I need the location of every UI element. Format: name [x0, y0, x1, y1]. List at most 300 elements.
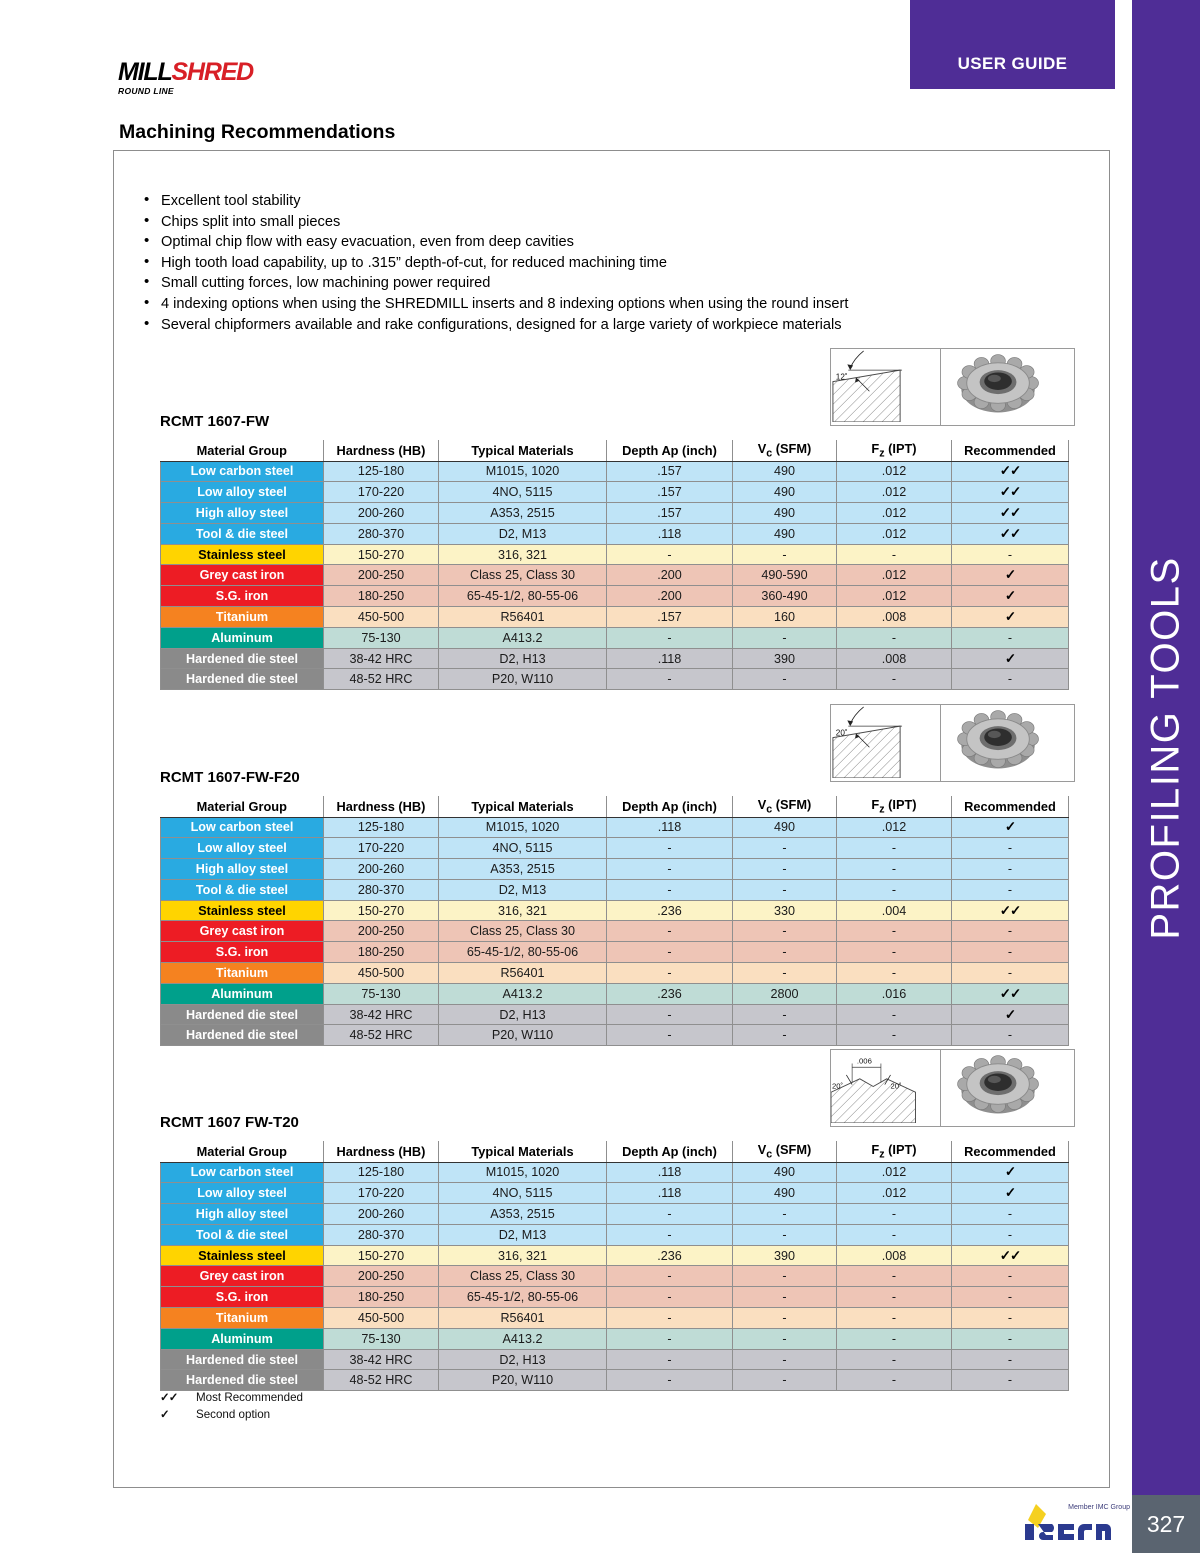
cell-materials: P20, W110	[439, 1025, 607, 1046]
cell-depth: -	[607, 1025, 733, 1046]
cell-vc: 490	[733, 503, 837, 524]
cell-rec: -	[952, 1224, 1069, 1245]
material-group-cell: Titanium	[161, 1308, 324, 1329]
cell-rec: -	[952, 1204, 1069, 1225]
cell-materials: M1015, 1020	[439, 817, 607, 838]
column-header-materials: Typical Materials	[439, 440, 607, 461]
insert-geometry-panel	[830, 704, 1075, 782]
cell-materials: A353, 2515	[439, 859, 607, 880]
cell-rec: -	[952, 963, 1069, 984]
cell-fz: .012	[837, 461, 952, 482]
cell-depth: -	[607, 1004, 733, 1025]
cell-rec: -	[952, 859, 1069, 880]
cell-depth: .157	[607, 461, 733, 482]
table-row	[161, 461, 1069, 482]
column-header-depth: Depth Ap (inch)	[607, 440, 733, 461]
recommendation-mark: ✓	[952, 565, 1069, 586]
column-header-hardness: Hardness (HB)	[324, 1141, 439, 1162]
cell-materials: 316, 321	[439, 1245, 607, 1266]
material-group-cell: High alloy steel	[161, 1204, 324, 1225]
legend-mark: ✓✓	[160, 1391, 178, 1404]
page-title: Machining Recommendations	[119, 121, 396, 143]
legend-label: Most Recommended	[196, 1391, 303, 1404]
table-row	[161, 565, 1069, 586]
cell-rec: -	[952, 1308, 1069, 1329]
column-header-group: Material Group	[161, 1141, 324, 1162]
user-guide-banner	[910, 0, 1115, 89]
cell-hardness: 180-250	[324, 1287, 439, 1308]
cell-rec: -	[952, 1349, 1069, 1370]
cell-materials: A353, 2515	[439, 1204, 607, 1225]
cell-materials: D2, H13	[439, 648, 607, 669]
cell-materials: 65-45-1/2, 80-55-06	[439, 586, 607, 607]
table-row	[161, 1287, 1069, 1308]
cell-materials: A413.2	[439, 983, 607, 1004]
svg-text:20˚: 20˚	[831, 1081, 844, 1091]
cell-materials: 4NO, 5115	[439, 482, 607, 503]
cell-rec: -	[952, 838, 1069, 859]
table-row	[161, 1245, 1069, 1266]
cell-fz: .012	[837, 565, 952, 586]
machining-recommendation-table	[160, 1141, 1069, 1391]
cell-materials: 65-45-1/2, 80-55-06	[439, 942, 607, 963]
table-row	[161, 838, 1069, 859]
table-row	[161, 1004, 1069, 1025]
cell-vc: -	[733, 1266, 837, 1287]
recommendation-mark: ✓	[952, 648, 1069, 669]
cell-vc: -	[733, 1308, 837, 1329]
cell-materials: 4NO, 5115	[439, 1183, 607, 1204]
material-group-cell: Tool & die steel	[161, 1224, 324, 1245]
cell-materials: D2, M13	[439, 523, 607, 544]
cell-rec: -	[952, 669, 1069, 690]
material-group-cell: S.G. iron	[161, 586, 324, 607]
table-row	[161, 503, 1069, 524]
cell-materials: R56401	[439, 963, 607, 984]
cell-rec: -	[952, 1328, 1069, 1349]
svg-text:.006: .006	[856, 1056, 872, 1066]
cell-hardness: 48-52 HRC	[324, 1025, 439, 1046]
cell-fz: -	[837, 627, 952, 648]
material-group-cell: Low alloy steel	[161, 1183, 324, 1204]
recommendation-mark: ✓✓	[952, 482, 1069, 503]
cell-hardness: 48-52 HRC	[324, 669, 439, 690]
cell-materials: A353, 2515	[439, 503, 607, 524]
cell-materials: Class 25, Class 30	[439, 921, 607, 942]
material-group-cell: Aluminum	[161, 627, 324, 648]
cell-depth: .157	[607, 503, 733, 524]
table-row	[161, 523, 1069, 544]
cell-rec: -	[952, 942, 1069, 963]
cell-hardness: 280-370	[324, 523, 439, 544]
cell-materials: P20, W110	[439, 669, 607, 690]
column-header-vc: $V_c$ (SFM)	[733, 440, 837, 461]
cell-hardness: 48-52 HRC	[324, 1370, 439, 1391]
cell-depth: -	[607, 879, 733, 900]
cell-vc: -	[733, 942, 837, 963]
cell-depth: .157	[607, 482, 733, 503]
cell-fz: -	[837, 1328, 952, 1349]
logo-secondary-text: SHRED	[171, 58, 254, 86]
cell-rec: -	[952, 879, 1069, 900]
cell-materials: R56401	[439, 1308, 607, 1329]
material-group-cell: Low carbon steel	[161, 817, 324, 838]
cell-fz: .012	[837, 586, 952, 607]
cell-vc: -	[733, 838, 837, 859]
material-group-cell: Hardened die steel	[161, 648, 324, 669]
cell-fz: .012	[837, 482, 952, 503]
recommendation-mark: ✓	[952, 607, 1069, 628]
column-header-vc: $V_c$ (SFM)	[733, 1141, 837, 1162]
table-row	[161, 1308, 1069, 1329]
feature-bullet-list	[140, 191, 848, 335]
cell-vc: -	[733, 879, 837, 900]
table-row	[161, 879, 1069, 900]
cell-materials: D2, M13	[439, 879, 607, 900]
table-row	[161, 817, 1069, 838]
cell-fz: -	[837, 1349, 952, 1370]
material-group-cell: Hardened die steel	[161, 1370, 324, 1391]
material-group-cell: Stainless steel	[161, 900, 324, 921]
cell-depth: .236	[607, 983, 733, 1004]
svg-text:20˚: 20˚	[835, 728, 848, 738]
feature-bullet-item: • Several chipformers available and rake configurations, designed for a large variety of workpiece materials	[140, 315, 848, 336]
cell-rec: -	[952, 544, 1069, 565]
cell-vc: 490-590	[733, 565, 837, 586]
logo-primary-text: MILL	[118, 58, 172, 86]
cell-hardness: 200-250	[324, 921, 439, 942]
insert-table-title: RCMT 1607-FW	[160, 413, 270, 430]
cell-rec: -	[952, 921, 1069, 942]
millshred-logo	[118, 60, 253, 96]
cell-fz: -	[837, 1370, 952, 1391]
cell-hardness: 75-130	[324, 627, 439, 648]
machining-recommendation-table	[160, 440, 1069, 690]
cell-depth: -	[607, 1308, 733, 1329]
cell-hardness: 280-370	[324, 879, 439, 900]
cell-hardness: 170-220	[324, 1183, 439, 1204]
cell-materials: 316, 321	[439, 900, 607, 921]
column-header-rec: Recommended	[952, 1141, 1069, 1162]
cell-vc: 160	[733, 607, 837, 628]
cell-hardness: 180-250	[324, 942, 439, 963]
material-group-cell: S.G. iron	[161, 1287, 324, 1308]
material-group-cell: Low alloy steel	[161, 482, 324, 503]
material-group-cell: Tool & die steel	[161, 879, 324, 900]
material-group-cell: Grey cast iron	[161, 921, 324, 942]
cell-depth: .118	[607, 817, 733, 838]
cell-vc: 490	[733, 523, 837, 544]
cell-fz: .004	[837, 900, 952, 921]
table-row	[161, 921, 1069, 942]
cell-materials: P20, W110	[439, 1370, 607, 1391]
material-group-cell: Grey cast iron	[161, 1266, 324, 1287]
cell-materials: M1015, 1020	[439, 1162, 607, 1183]
material-group-cell: S.G. iron	[161, 942, 324, 963]
svg-text:20˚: 20˚	[890, 1081, 902, 1091]
cell-vc: -	[733, 1204, 837, 1225]
cell-hardness: 200-260	[324, 1204, 439, 1225]
page-number-box	[1132, 1495, 1200, 1553]
cell-fz: .012	[837, 503, 952, 524]
cell-fz: .016	[837, 983, 952, 1004]
legend-mark: ✓	[160, 1407, 169, 1421]
table-row	[161, 983, 1069, 1004]
table-row	[161, 1204, 1069, 1225]
feature-bullet-item: • Small cutting forces, low machining power required	[140, 273, 848, 294]
table-row	[161, 1328, 1069, 1349]
column-header-group: Material Group	[161, 440, 324, 461]
insert-geometry-panel	[830, 1049, 1075, 1127]
cell-fz: .012	[837, 1162, 952, 1183]
cell-depth: -	[607, 921, 733, 942]
cell-hardness: 150-270	[324, 544, 439, 565]
cell-hardness: 170-220	[324, 838, 439, 859]
cell-depth: -	[607, 838, 733, 859]
table-row	[161, 1162, 1069, 1183]
material-group-cell: Hardened die steel	[161, 1004, 324, 1025]
table-row	[161, 1370, 1069, 1391]
svg-text:12˚: 12˚	[835, 372, 848, 382]
column-header-hardness: Hardness (HB)	[324, 796, 439, 817]
cell-hardness: 170-220	[324, 482, 439, 503]
table-row	[161, 607, 1069, 628]
legend-row	[160, 1390, 303, 1407]
column-header-depth: Depth Ap (inch)	[607, 1141, 733, 1162]
material-group-cell: Grey cast iron	[161, 565, 324, 586]
cell-hardness: 75-130	[324, 1328, 439, 1349]
cell-hardness: 200-260	[324, 859, 439, 880]
cell-fz: -	[837, 1308, 952, 1329]
column-header-rec: Recommended	[952, 796, 1069, 817]
cell-depth: -	[607, 1204, 733, 1225]
table-row	[161, 963, 1069, 984]
cell-hardness: 75-130	[324, 983, 439, 1004]
table-row	[161, 669, 1069, 690]
cell-depth: -	[607, 859, 733, 880]
cell-materials: D2, M13	[439, 1224, 607, 1245]
material-group-cell: Titanium	[161, 963, 324, 984]
material-group-cell: Low carbon steel	[161, 1162, 324, 1183]
feature-bullet-item: • 4 indexing options when using the SHREDMILL inserts and 8 indexing options when using the round insert	[140, 294, 848, 315]
machining-recommendation-table	[160, 796, 1069, 1046]
cell-hardness: 38-42 HRC	[324, 1004, 439, 1025]
cell-fz: .012	[837, 1183, 952, 1204]
material-group-cell: Aluminum	[161, 1328, 324, 1349]
insert-section-diagram	[831, 1050, 941, 1126]
cell-hardness: 38-42 HRC	[324, 648, 439, 669]
table-row	[161, 942, 1069, 963]
cell-depth: .118	[607, 1162, 733, 1183]
cell-fz: -	[837, 1204, 952, 1225]
cell-depth: -	[607, 669, 733, 690]
recommendation-mark: ✓✓	[952, 461, 1069, 482]
cell-vc: 390	[733, 1245, 837, 1266]
cell-fz: .008	[837, 607, 952, 628]
cell-depth: .118	[607, 1183, 733, 1204]
cell-fz: -	[837, 942, 952, 963]
cell-fz: .012	[837, 817, 952, 838]
iscar-member-text: Member IMC Group	[1068, 1504, 1130, 1511]
cell-vc: -	[733, 859, 837, 880]
table-row	[161, 1349, 1069, 1370]
insert-section-diagram	[831, 349, 941, 425]
table-row	[161, 482, 1069, 503]
recommendation-mark: ✓✓	[952, 503, 1069, 524]
column-header-fz: $F_z$ (IPT)	[837, 440, 952, 461]
feature-bullet-item: • Chips split into small pieces	[140, 212, 848, 233]
cell-depth: -	[607, 1266, 733, 1287]
cell-depth: -	[607, 1370, 733, 1391]
cell-materials: 65-45-1/2, 80-55-06	[439, 1287, 607, 1308]
material-group-cell: Stainless steel	[161, 1245, 324, 1266]
cell-vc: 490	[733, 1162, 837, 1183]
cell-fz: -	[837, 1287, 952, 1308]
iscar-logo	[1020, 1498, 1130, 1546]
cell-materials: Class 25, Class 30	[439, 565, 607, 586]
table-row	[161, 859, 1069, 880]
material-group-cell: Hardened die steel	[161, 669, 324, 690]
cell-hardness: 200-260	[324, 503, 439, 524]
recommendation-mark: ✓	[952, 1162, 1069, 1183]
column-header-fz: $F_z$ (IPT)	[837, 796, 952, 817]
cell-vc: -	[733, 1370, 837, 1391]
table-row	[161, 900, 1069, 921]
cell-depth: -	[607, 1224, 733, 1245]
cell-fz: -	[837, 1025, 952, 1046]
cell-depth: -	[607, 942, 733, 963]
table-row	[161, 544, 1069, 565]
insert-table-title: RCMT 1607-FW-F20	[160, 769, 300, 786]
cell-depth: -	[607, 544, 733, 565]
material-group-cell: Titanium	[161, 607, 324, 628]
feature-bullet-item: • Optimal chip flow with easy evacuation, even from deep cavities	[140, 232, 848, 253]
table-row	[161, 1266, 1069, 1287]
material-group-cell: Low alloy steel	[161, 838, 324, 859]
feature-bullet-item: • Excellent tool stability	[140, 191, 848, 212]
cell-rec: -	[952, 1287, 1069, 1308]
column-header-depth: Depth Ap (inch)	[607, 796, 733, 817]
material-group-cell: Hardened die steel	[161, 1025, 324, 1046]
cell-fz: -	[837, 963, 952, 984]
cell-vc: -	[733, 1349, 837, 1370]
material-group-cell: Hardened die steel	[161, 1349, 324, 1370]
cell-fz: -	[837, 859, 952, 880]
insert-section-diagram	[831, 705, 941, 781]
column-header-vc: $V_c$ (SFM)	[733, 796, 837, 817]
cell-depth: .236	[607, 1245, 733, 1266]
table-row	[161, 586, 1069, 607]
cell-vc: -	[733, 1224, 837, 1245]
recommendation-mark: ✓	[952, 1183, 1069, 1204]
table-header-row	[161, 1141, 1069, 1162]
cell-depth: -	[607, 1328, 733, 1349]
insert-photo	[941, 705, 1073, 781]
cell-materials: D2, H13	[439, 1349, 607, 1370]
table-row	[161, 1025, 1069, 1046]
recommendation-mark: ✓	[952, 817, 1069, 838]
cell-hardness: 180-250	[324, 586, 439, 607]
cell-hardness: 150-270	[324, 1245, 439, 1266]
cell-materials: 4NO, 5115	[439, 838, 607, 859]
insert-photo	[941, 349, 1073, 425]
cell-vc: -	[733, 1025, 837, 1046]
cell-vc: 330	[733, 900, 837, 921]
column-header-group: Material Group	[161, 796, 324, 817]
material-group-cell: Aluminum	[161, 983, 324, 1004]
cell-rec: -	[952, 1370, 1069, 1391]
recommendation-mark: ✓✓	[952, 523, 1069, 544]
table-header-row	[161, 796, 1069, 817]
material-group-cell: High alloy steel	[161, 859, 324, 880]
cell-vc: 490	[733, 461, 837, 482]
recommendation-mark: ✓	[952, 1004, 1069, 1025]
cell-materials: 316, 321	[439, 544, 607, 565]
cell-materials: D2, H13	[439, 1004, 607, 1025]
cell-vc: 490	[733, 1183, 837, 1204]
cell-vc: 490	[733, 482, 837, 503]
cell-hardness: 450-500	[324, 1308, 439, 1329]
section-side-tab	[1132, 0, 1200, 1495]
logo-tagline: ROUND LINE	[118, 86, 174, 96]
cell-fz: .012	[837, 523, 952, 544]
page-number: 327	[1146, 1510, 1186, 1537]
cell-fz: -	[837, 879, 952, 900]
cell-depth: -	[607, 627, 733, 648]
legend-row	[160, 1407, 303, 1424]
recommendation-legend	[160, 1390, 303, 1423]
cell-depth: -	[607, 963, 733, 984]
cell-fz: -	[837, 921, 952, 942]
cell-rec: -	[952, 627, 1069, 648]
cell-hardness: 125-180	[324, 461, 439, 482]
cell-vc: 360-490	[733, 586, 837, 607]
column-header-hardness: Hardness (HB)	[324, 440, 439, 461]
cell-vc: -	[733, 627, 837, 648]
cell-vc: -	[733, 669, 837, 690]
cell-hardness: 280-370	[324, 1224, 439, 1245]
cell-depth: .157	[607, 607, 733, 628]
cell-fz: -	[837, 1224, 952, 1245]
column-header-fz: $F_z$ (IPT)	[837, 1141, 952, 1162]
cell-vc: 390	[733, 648, 837, 669]
cell-vc: -	[733, 921, 837, 942]
column-header-materials: Typical Materials	[439, 796, 607, 817]
table-header-row	[161, 440, 1069, 461]
insert-geometry-panel	[830, 348, 1075, 426]
cell-rec: -	[952, 1266, 1069, 1287]
cell-depth: -	[607, 1349, 733, 1370]
cell-vc: -	[733, 1287, 837, 1308]
cell-fz: -	[837, 1266, 952, 1287]
cell-fz: -	[837, 1004, 952, 1025]
section-side-tab-label: PROFILING TOOLS	[1143, 555, 1188, 940]
recommendation-mark: ✓	[952, 586, 1069, 607]
cell-hardness: 125-180	[324, 1162, 439, 1183]
cell-depth: -	[607, 1287, 733, 1308]
table-row	[161, 627, 1069, 648]
cell-vc: -	[733, 1004, 837, 1025]
cell-materials: Class 25, Class 30	[439, 1266, 607, 1287]
feature-bullet-item: • High tooth load capability, up to .315” depth-of-cut, for reduced machining time	[140, 253, 848, 274]
cell-materials: M1015, 1020	[439, 461, 607, 482]
cell-rec: -	[952, 1025, 1069, 1046]
cell-hardness: 38-42 HRC	[324, 1349, 439, 1370]
cell-materials: R56401	[439, 607, 607, 628]
cell-hardness: 450-500	[324, 607, 439, 628]
cell-vc: -	[733, 1328, 837, 1349]
cell-hardness: 200-250	[324, 565, 439, 586]
